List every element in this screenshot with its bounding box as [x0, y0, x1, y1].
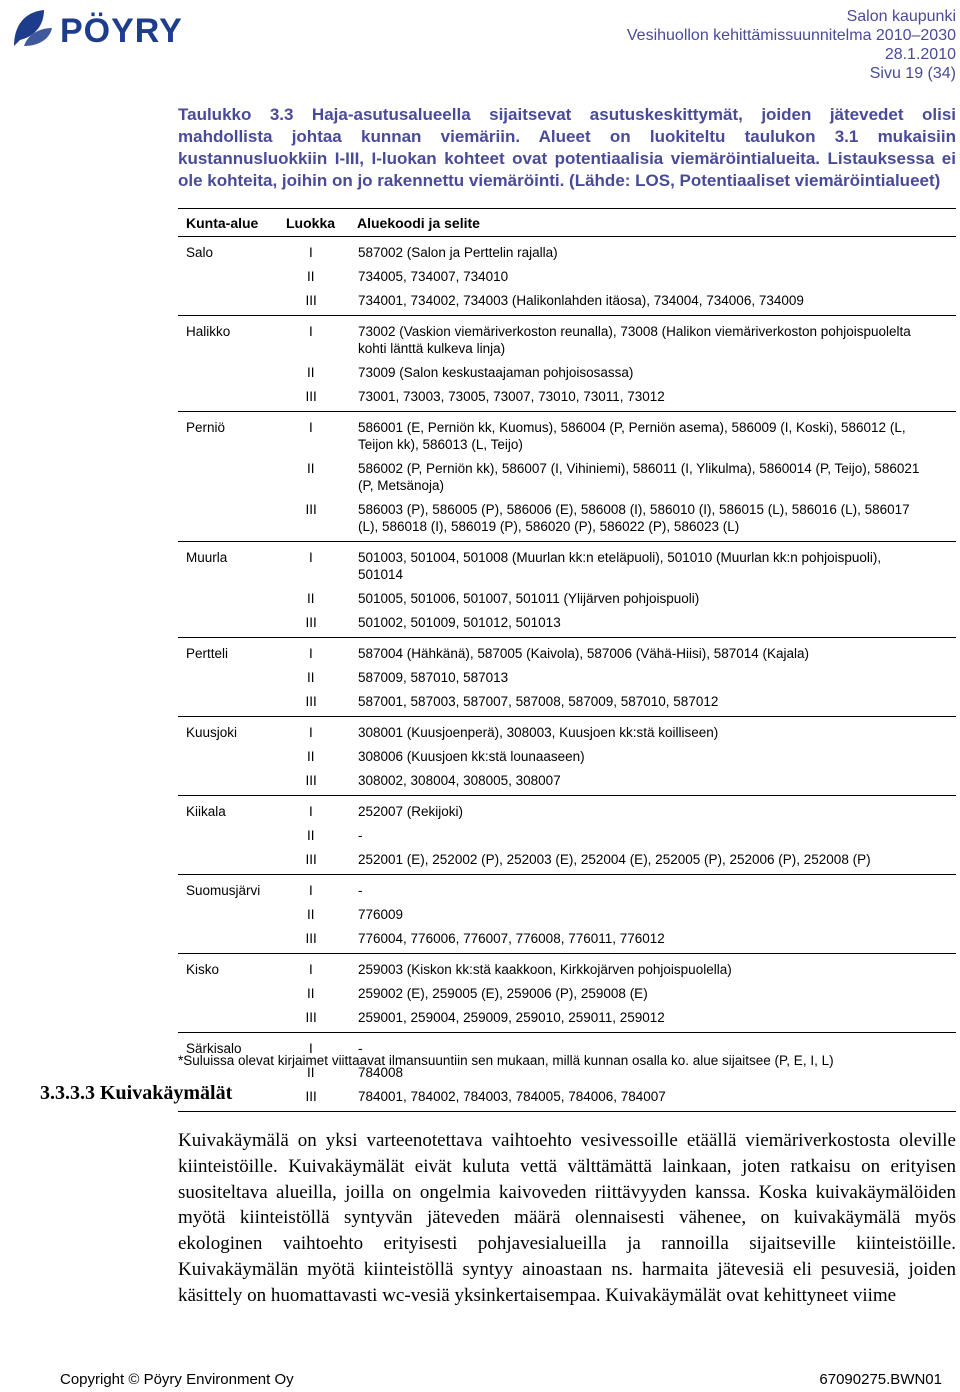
cell-class: II	[307, 590, 315, 606]
table-row	[178, 641, 956, 665]
cell-class: II	[307, 460, 315, 476]
cell-area: Kuusjoki	[186, 724, 238, 740]
table-body	[178, 237, 956, 1112]
sewer-area-table	[178, 208, 956, 1112]
cell-class: II	[307, 906, 315, 922]
table-group	[178, 954, 956, 1033]
cell-code: 259003 (Kiskon kk:stä kaakkoon, Kirkkojärven pohjoispuolella)	[358, 961, 732, 977]
cell-code: 308002, 308004, 308005, 308007	[358, 772, 561, 788]
table-header	[178, 208, 956, 237]
cell-class: III	[305, 614, 317, 630]
cell-class: II	[307, 985, 315, 1001]
cell-area: Salo	[186, 244, 214, 260]
cell-area: Kisko	[186, 961, 220, 977]
logo-wordmark: PÖYRY	[60, 12, 183, 50]
cell-class: II	[307, 268, 315, 284]
table-row	[178, 720, 956, 744]
cell-code: 73009 (Salon keskustaajaman pohjoisosassa)	[358, 364, 634, 380]
cell-class: III	[305, 1009, 317, 1025]
table-footnote: *Suluissa olevat kirjaimet viittaavat ilmansuuntiin sen mukaan, millä kunnan osalla ko. alue sijaitsee (P, E, I, L)	[178, 1053, 834, 1068]
cell-area: Suomusjärvi	[186, 882, 261, 898]
cell-code: 308006 (Kuusjoen kk:stä lounaaseen)	[358, 748, 585, 764]
table-row	[178, 981, 956, 1005]
cell-class: II	[307, 748, 315, 764]
document-date: 28.1.2010	[884, 46, 956, 63]
poyry-logo-graphic	[10, 6, 242, 50]
cell-code: 73001, 73003, 73005, 73007, 73010, 73011, 73012	[358, 388, 665, 404]
cell-code: 734001, 734002, 734003 (Halikonlahden itäosa), 734004, 734006, 734009	[358, 292, 804, 308]
cell-area: Kiikala	[186, 803, 226, 819]
cell-class: III	[305, 292, 317, 308]
table-row	[178, 240, 956, 264]
cell-class: III	[305, 851, 317, 867]
cell-class: I	[309, 419, 313, 435]
cell-class: I	[309, 549, 313, 565]
cell-code: 784001, 784002, 784003, 784005, 784006, 784007	[358, 1088, 666, 1104]
leaf-mark-icon	[14, 10, 52, 46]
cell-code: 501003, 501004, 501008 (Muurlan kk:n eteläpuoli), 501010 (Muurlan kk:n pohjoispuoli), 501014	[358, 549, 882, 582]
cell-area: Perniö	[186, 419, 226, 435]
document-header	[627, 7, 956, 83]
table-row	[178, 415, 956, 456]
cell-area: Särkisalo	[186, 1040, 242, 1056]
table-row	[178, 823, 956, 847]
table-row	[178, 957, 956, 981]
table-group	[178, 796, 956, 875]
table-row	[178, 847, 956, 871]
column-header-code: Aluekoodi ja selite	[357, 215, 480, 231]
cell-class: II	[307, 669, 315, 685]
cell-code: 776004, 776006, 776007, 776008, 776011, 776012	[358, 930, 665, 946]
cell-code: 587002 (Salon ja Perttelin rajalla)	[358, 244, 558, 260]
table-row	[178, 1005, 956, 1029]
document-title: Vesihuollon kehittämissuunnitelma 2010–2030	[626, 27, 956, 44]
table-group	[178, 542, 956, 638]
cell-code: 784008	[358, 1064, 404, 1080]
cell-code: 259002 (E), 259005 (E), 259006 (P), 259008 (E)	[358, 985, 648, 1001]
cell-class: I	[309, 724, 313, 740]
table-row	[178, 689, 956, 713]
body-paragraph: Kuivakäymälä on yksi varteenotettava vaihtoehto vesivessoille etäällä viemäriverkostosta oleville kiinteistöille. Kuivakäymälät eivät kuluta vettä välttämättä lainkaan, joten ratkaisu on erityisen suositeltava alueilla, joilla on ongelmia kaivoveden riittävyyden kanssa. Koska kuivakäymälöiden myötä kiinteistöllä syntyvän jäteveden määrä olennaisesti vähenee, on kuivakäymälä myös ekologinen vaihtoehto erityisesti pohjavesialueilla ja rannoilla sijaitseville kiinteistöille. Kuivakäymälän myötä kiinteistöllä syntyy ainoastaan ns. harmaita jätevesiä eli pesuvesiä, joiden käsittely on huomattavasti wc-vesiä yksinkertaisempaa. Kuivakäymälät ovat kehittyneet viime	[178, 1130, 956, 1306]
cell-area: Muurla	[186, 549, 228, 565]
table-row	[178, 545, 956, 586]
table-row	[178, 878, 956, 902]
column-header-area: Kunta-alue	[186, 215, 259, 231]
footer-document-id: 67090275.BWN01	[819, 1371, 942, 1388]
cell-code: 734005, 734007, 734010	[358, 268, 509, 284]
table-caption: Taulukko 3.3 Haja-asutusalueella sijaitsevat asutuskeskittymät, joiden jätevedet olisi mahdollista johtaa kunnan viemäriin. Alueet on luokiteltu taulukon 3.1 mukaisiin kustannusluokkiin I-III, I-luokan kohteet ovat potentiaalisia viemäröintialueita. Listauksessa ei ole kohteita, joihin on jo rakennettu viemäröinti. (Lähde: LOS, Potentiaaliset viemäröintialueet)	[178, 105, 956, 190]
cell-class: I	[309, 1040, 313, 1056]
cell-code: 587001, 587003, 587007, 587008, 587009, 587010, 587012	[358, 693, 719, 709]
cell-class: I	[309, 961, 313, 977]
table-row	[178, 264, 956, 288]
cell-code: -	[358, 882, 363, 898]
cell-code: 252001 (E), 252002 (P), 252003 (E), 252004 (E), 252005 (P), 252006 (P), 252008 (P)	[358, 851, 871, 867]
table-row	[178, 497, 956, 538]
cell-code: 259001, 259004, 259009, 259010, 259011, 259012	[358, 1009, 665, 1025]
table-row	[178, 610, 956, 634]
column-header-class: Luokka	[286, 215, 336, 231]
cell-class: III	[305, 388, 317, 404]
cell-area: Halikko	[186, 323, 231, 339]
cell-code: 587009, 587010, 587013	[358, 669, 509, 685]
table-row	[178, 744, 956, 768]
cell-code: -	[358, 827, 363, 843]
table-row	[178, 902, 956, 926]
cell-class: III	[305, 1088, 317, 1104]
cell-class: II	[307, 364, 315, 380]
cell-area: Pertteli	[186, 645, 229, 661]
table-row	[178, 384, 956, 408]
table-row	[178, 926, 956, 950]
cell-class: II	[307, 1064, 315, 1080]
cell-code: 776009	[358, 906, 404, 922]
cell-class: I	[309, 882, 313, 898]
table-row	[178, 665, 956, 689]
table-group	[178, 717, 956, 796]
table-row	[178, 799, 956, 823]
cell-class: I	[309, 645, 313, 661]
table-row	[178, 586, 956, 610]
table-group	[178, 638, 956, 717]
cell-class: I	[309, 803, 313, 819]
table-row	[178, 456, 956, 497]
table-row	[178, 319, 956, 360]
table-row	[178, 360, 956, 384]
cell-code: 252007 (Rekijoki)	[358, 803, 464, 819]
table-group	[178, 412, 956, 542]
cell-class: II	[307, 827, 315, 843]
cell-class: III	[305, 693, 317, 709]
cell-class: III	[305, 501, 317, 517]
footer-copyright: Copyright © Pöyry Environment Oy	[60, 1371, 294, 1388]
poyry-logo	[10, 6, 242, 50]
table-group	[178, 237, 956, 316]
cell-code: -	[358, 1040, 363, 1056]
client-name: Salon kaupunki	[846, 8, 956, 25]
cell-code: 308001 (Kuusjoenperä), 308003, Kuusjoen kk:stä koilliseen)	[358, 724, 719, 740]
table-row	[178, 288, 956, 312]
table-group	[178, 1033, 956, 1112]
cell-class: III	[305, 772, 317, 788]
cell-code: 501005, 501006, 501007, 501011 (Ylijärven pohjoispuoli)	[358, 590, 700, 606]
cell-code: 501002, 501009, 501012, 501013	[358, 614, 561, 630]
section-heading: 3.3.3.3 Kuivakäymälät	[40, 1082, 233, 1104]
cell-code: 586003 (P), 586005 (P), 586006 (E), 586008 (I), 586010 (I), 586015 (L), 586016 (L), 586017 (L), 586018 (I), 586019 (P), 586020 (P), 586022 (P), 586023 (L)	[358, 501, 910, 534]
cell-code: 587004 (Hähkänä), 587005 (Kaivola), 587006 (Vähä-Hiisi), 587014 (Kajala)	[358, 645, 810, 661]
cell-class: III	[305, 930, 317, 946]
cell-class: I	[309, 244, 313, 260]
table-row	[178, 1084, 956, 1108]
page-number: Sivu 19 (34)	[869, 65, 956, 82]
cell-code: 586001 (E, Perniön kk, Kuomus), 586004 (P, Perniön asema), 586009 (I, Koski), 586012 (L, Teijon kk), 586013 (L, Teijo)	[358, 419, 906, 452]
table-group	[178, 875, 956, 954]
table-row	[178, 768, 956, 792]
cell-code: 73002 (Vaskion viemäriverkoston reunalla), 73008 (Halikon viemäriverkoston pohjoispuolelta kohti länttä kulkeva linja)	[358, 323, 911, 356]
table-group	[178, 316, 956, 412]
cell-code: 586002 (P, Perniön kk), 586007 (I, Vihiniemi), 586011 (I, Ylikulma), 5860014 (P, Teijo), 586021 (P, Metsänoja)	[358, 460, 920, 493]
cell-class: I	[309, 323, 313, 339]
